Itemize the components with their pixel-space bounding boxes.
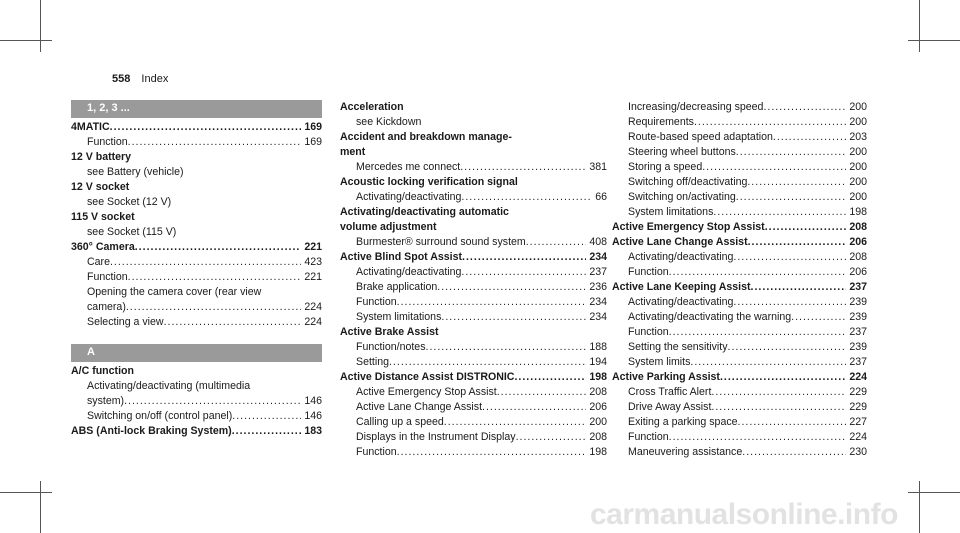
index-subentry: [71, 379, 322, 394]
leader-dots: [720, 370, 846, 385]
entry-text: Opening the camera cover (rear view: [87, 286, 262, 298]
index-subentry: [612, 100, 867, 115]
index-subentry: [71, 255, 322, 270]
entry-text: Activating/deactivating automatic: [340, 206, 509, 218]
index-subentry: [612, 115, 867, 130]
index-column-1: [71, 100, 322, 439]
index-subentry: [612, 355, 867, 370]
entry-text: Function: [628, 431, 669, 443]
entry-text: 12 V socket: [71, 181, 130, 193]
crop-mark: [40, 0, 41, 52]
entry-text: Active Emergency Stop Assist: [612, 221, 765, 233]
page-reference: 206: [589, 401, 607, 413]
entry-text: Exiting a parking space: [628, 416, 738, 428]
entry-text: Care: [87, 256, 110, 268]
leader-dots: [690, 355, 846, 370]
leader-dots: [702, 160, 846, 175]
index-entry: [340, 220, 607, 235]
entry-text: Activating/deactivating (multimedia: [87, 380, 251, 392]
index-subentry: [71, 300, 322, 315]
page-reference: 221: [304, 271, 322, 283]
index-subentry: [340, 295, 607, 310]
page-header: [112, 73, 168, 85]
index-subentry: [612, 295, 867, 310]
index-subentry: [340, 355, 607, 370]
leader-dots: [791, 310, 846, 325]
index-subentry: [71, 225, 322, 240]
index-entry: [71, 210, 322, 225]
leader-dots: [461, 265, 586, 280]
index-entry: [612, 220, 867, 235]
page-reference: 66: [595, 191, 607, 203]
entry-text: Burmester® surround sound system: [356, 236, 526, 248]
entry-text: Active Distance Assist DISTRONIC: [340, 371, 515, 383]
index-subentry: [612, 265, 867, 280]
leader-dots: [669, 430, 847, 445]
index-subentry: [612, 175, 867, 190]
page-reference: 237: [849, 281, 867, 293]
page-reference: 224: [304, 301, 322, 313]
index-subentry: [71, 270, 322, 285]
watermark: carmanualsonline.info: [590, 498, 898, 531]
page-reference: 169: [304, 121, 322, 133]
entry-text: 4MATIC: [71, 121, 110, 133]
index-subentry: [340, 235, 607, 250]
leader-dots: [232, 424, 302, 439]
entry-text: Switching off/deactivating: [628, 176, 748, 188]
page-reference: 224: [849, 431, 867, 443]
leader-dots: [669, 325, 847, 340]
entry-text: camera): [87, 301, 126, 313]
index-subentry: [340, 265, 607, 280]
entry-text: Active Parking Assist: [612, 371, 720, 383]
leader-dots: [738, 415, 847, 430]
index-entry: [71, 424, 322, 439]
entry-text: ment: [340, 146, 366, 158]
page-reference: 237: [849, 326, 867, 338]
entry-text: Maneuvering assistance: [628, 446, 743, 458]
index-column-3: [612, 100, 867, 460]
index-subentry: [612, 400, 867, 415]
leader-dots: [751, 280, 847, 295]
page-reference: 183: [304, 425, 322, 437]
page-reference: 239: [849, 341, 867, 353]
leader-dots: [441, 310, 586, 325]
leader-dots: [669, 265, 847, 280]
entry-text: Activating/deactivating: [628, 251, 734, 263]
index-subentry: [612, 250, 867, 265]
index-subentry: [71, 315, 322, 330]
leader-dots: [444, 415, 587, 430]
index-subentry: [71, 409, 322, 424]
index-subentry: [340, 115, 607, 130]
entry-text: volume adjustment: [340, 221, 437, 233]
page-reference: 239: [849, 296, 867, 308]
entry-text: Storing a speed: [628, 161, 703, 173]
leader-dots: [733, 250, 846, 265]
index-entry: [71, 180, 322, 195]
index-entry: [340, 145, 607, 160]
leader-dots: [711, 400, 846, 415]
leader-dots: [694, 115, 846, 130]
page-reference: 198: [849, 206, 867, 218]
index-subentry: [612, 160, 867, 175]
page-reference: 206: [849, 266, 867, 278]
crop-mark: [0, 492, 52, 493]
entry-text: see Battery (vehicle): [87, 166, 184, 178]
page-reference: 198: [589, 446, 607, 458]
page-reference: 237: [849, 356, 867, 368]
leader-dots: [232, 409, 301, 424]
index-entry: [340, 250, 607, 265]
section-title: Index: [141, 73, 169, 85]
page-reference: 169: [304, 136, 322, 148]
index-subentry: [340, 415, 607, 430]
index-subentry: [71, 165, 322, 180]
leader-dots: [110, 255, 301, 270]
index-entry: [612, 370, 867, 385]
entry-text: Function: [356, 446, 397, 458]
entry-text: Setting the sensitivity: [628, 341, 728, 353]
leader-dots: [747, 175, 846, 190]
index-letter-band: A: [71, 344, 322, 362]
page-reference: 200: [849, 116, 867, 128]
leader-dots: [135, 240, 302, 255]
index-subentry: [612, 190, 867, 205]
index-entry: [71, 150, 322, 165]
index-subentry: [612, 310, 867, 325]
leader-dots: [389, 355, 586, 370]
index-entry: [340, 370, 607, 385]
index-entry: [340, 325, 607, 340]
entry-text: A/C function: [71, 365, 134, 377]
page-reference: 208: [589, 386, 607, 398]
index-entry: [71, 240, 322, 255]
entry-text: System limits: [628, 356, 691, 368]
page-reference: 423: [304, 256, 322, 268]
crop-mark: [908, 492, 960, 493]
index-subentry: [612, 385, 867, 400]
entry-text: Setting: [356, 356, 389, 368]
entry-text: Function/notes: [356, 341, 426, 353]
entry-text: Function: [628, 266, 669, 278]
entry-text: Function: [356, 296, 397, 308]
index-entry: [340, 130, 607, 145]
leader-dots: [128, 135, 302, 150]
page-reference: 200: [849, 101, 867, 113]
leader-dots: [773, 130, 846, 145]
index-subentry: [612, 340, 867, 355]
crop-mark: [0, 40, 52, 41]
page-reference: 200: [849, 176, 867, 188]
index-subentry: [340, 385, 607, 400]
index-subentry: [340, 400, 607, 415]
index-entry: [71, 120, 322, 135]
index-subentry: [71, 135, 322, 150]
entry-text: Active Lane Change Assist: [356, 401, 483, 413]
leader-dots: [748, 235, 847, 250]
page-reference: 224: [304, 316, 322, 328]
leader-dots: [526, 235, 587, 250]
entry-text: 115 V socket: [71, 211, 135, 223]
page-reference: 229: [849, 386, 867, 398]
leader-dots: [736, 190, 847, 205]
page-reference: 239: [849, 311, 867, 323]
leader-dots: [728, 340, 847, 355]
index-subentry: [71, 195, 322, 210]
index-subentry: [340, 310, 607, 325]
leader-dots: [462, 250, 586, 265]
leader-dots: [437, 280, 586, 295]
page-reference: 188: [589, 341, 607, 353]
page-reference: 227: [849, 416, 867, 428]
entry-text: Activating/deactivating the warning: [628, 311, 792, 323]
page-reference: 234: [589, 296, 607, 308]
page-reference: 229: [849, 401, 867, 413]
entry-text: Active Blind Spot Assist: [340, 251, 463, 263]
index-subentry: [612, 145, 867, 160]
page-reference: 203: [849, 131, 867, 143]
index-subentry: [71, 394, 322, 409]
page-reference: 234: [589, 251, 607, 263]
entry-text: see Socket (12 V): [87, 196, 172, 208]
entry-text: Accident and breakdown manage-: [340, 131, 512, 143]
page-reference: 237: [589, 266, 607, 278]
entry-text: Activating/deactivating: [628, 296, 734, 308]
page-reference: 146: [304, 410, 322, 422]
leader-dots: [110, 120, 302, 135]
entry-text: Steering wheel buttons: [628, 146, 736, 158]
entry-text: see Socket (115 V): [87, 226, 177, 238]
entry-text: Cross Traffic Alert: [628, 386, 712, 398]
index-subentry: [612, 415, 867, 430]
leader-dots: [742, 445, 846, 460]
entry-text: see Kickdown: [356, 116, 422, 128]
page-reference: 408: [589, 236, 607, 248]
crop-mark: [919, 481, 920, 533]
index-entry: [612, 235, 867, 250]
leader-dots: [497, 385, 587, 400]
entry-text: Route-based speed adaptation: [628, 131, 773, 143]
leader-dots: [482, 400, 586, 415]
crop-mark: [908, 40, 960, 41]
index-subentry: [612, 325, 867, 340]
leader-dots: [128, 270, 302, 285]
index-entry: [612, 280, 867, 295]
index-entry: [340, 205, 607, 220]
entry-text: Increasing/decreasing speed: [628, 101, 764, 113]
leader-dots: [713, 205, 846, 220]
entry-text: Active Brake Assist: [340, 326, 439, 338]
entry-text: Selecting a view: [87, 316, 164, 328]
entry-text: Activating/deactivating: [356, 266, 462, 278]
crop-mark: [40, 481, 41, 533]
page-reference: 381: [589, 161, 607, 173]
page-reference: 200: [589, 416, 607, 428]
leader-dots: [397, 295, 587, 310]
page-reference: 224: [849, 371, 867, 383]
leader-dots: [164, 315, 302, 330]
page-reference: 146: [304, 395, 322, 407]
section-gap: [71, 330, 322, 344]
page-number: 558: [112, 73, 131, 85]
entry-text: Brake application: [356, 281, 438, 293]
entry-text: Switching on/off (control panel): [87, 410, 233, 422]
entry-text: Function: [628, 326, 669, 338]
index-subentry: [340, 430, 607, 445]
entry-text: Mercedes me connect: [356, 161, 461, 173]
entry-text: Acoustic locking verification signal: [340, 176, 518, 188]
entry-text: Active Lane Keeping Assist: [612, 281, 751, 293]
entry-text: Active Lane Change Assist: [612, 236, 748, 248]
entry-text: Active Emergency Stop Assist: [356, 386, 497, 398]
page-reference: 208: [589, 431, 607, 443]
leader-dots: [461, 190, 592, 205]
leader-dots: [124, 394, 301, 409]
entry-text: System limitations: [356, 311, 442, 323]
leader-dots: [397, 445, 587, 460]
page-reference: 236: [589, 281, 607, 293]
index-entry: [340, 100, 607, 115]
page-reference: 208: [849, 221, 867, 233]
page-reference: 200: [849, 146, 867, 158]
entry-text: Switching on/activating: [628, 191, 736, 203]
page-reference: 200: [849, 161, 867, 173]
leader-dots: [736, 145, 847, 160]
page-reference: 230: [849, 446, 867, 458]
index-subentry: [612, 430, 867, 445]
index-entry: [340, 175, 607, 190]
leader-dots: [711, 385, 846, 400]
page-reference: 221: [304, 241, 322, 253]
leader-dots: [514, 370, 586, 385]
entry-text: Function: [87, 136, 128, 148]
leader-dots: [763, 100, 846, 115]
leader-dots: [765, 220, 847, 235]
leader-dots: [733, 295, 846, 310]
index-subentry: [612, 445, 867, 460]
leader-dots: [460, 160, 586, 175]
entry-text: ABS (Anti-lock Braking System): [71, 425, 232, 437]
page-reference: 234: [589, 311, 607, 323]
page-reference: 200: [849, 191, 867, 203]
index-subentry: [612, 205, 867, 220]
entry-text: Drive Away Assist: [628, 401, 712, 413]
entry-text: System limitations: [628, 206, 714, 218]
page-reference: 194: [589, 356, 607, 368]
crop-mark: [919, 0, 920, 52]
index-subentry: [340, 190, 607, 205]
index-subentry: [612, 130, 867, 145]
index-subentry: [340, 160, 607, 175]
entry-text: Requirements: [628, 116, 694, 128]
index-subentry: [340, 445, 607, 460]
index-subentry: [71, 285, 322, 300]
entry-text: Calling up a speed: [356, 416, 444, 428]
entry-text: Acceleration: [340, 101, 404, 113]
entry-text: 360° Camera: [71, 241, 135, 253]
page-reference: 198: [589, 371, 607, 383]
entry-text: Activating/deactivating: [356, 191, 462, 203]
leader-dots: [126, 300, 301, 315]
entry-text: Function: [87, 271, 128, 283]
index-letter-band: 1, 2, 3 ...: [71, 100, 322, 118]
index-subentry: [340, 280, 607, 295]
leader-dots: [516, 430, 587, 445]
leader-dots: [426, 340, 587, 355]
entry-text: Displays in the Instrument Display: [356, 431, 516, 443]
index-column-2: [340, 100, 607, 460]
index-subentry: [340, 340, 607, 355]
page-reference: 208: [849, 251, 867, 263]
page-reference: 206: [849, 236, 867, 248]
index-entry: [71, 364, 322, 379]
entry-text: 12 V battery: [71, 151, 132, 163]
entry-text: system): [87, 395, 125, 407]
